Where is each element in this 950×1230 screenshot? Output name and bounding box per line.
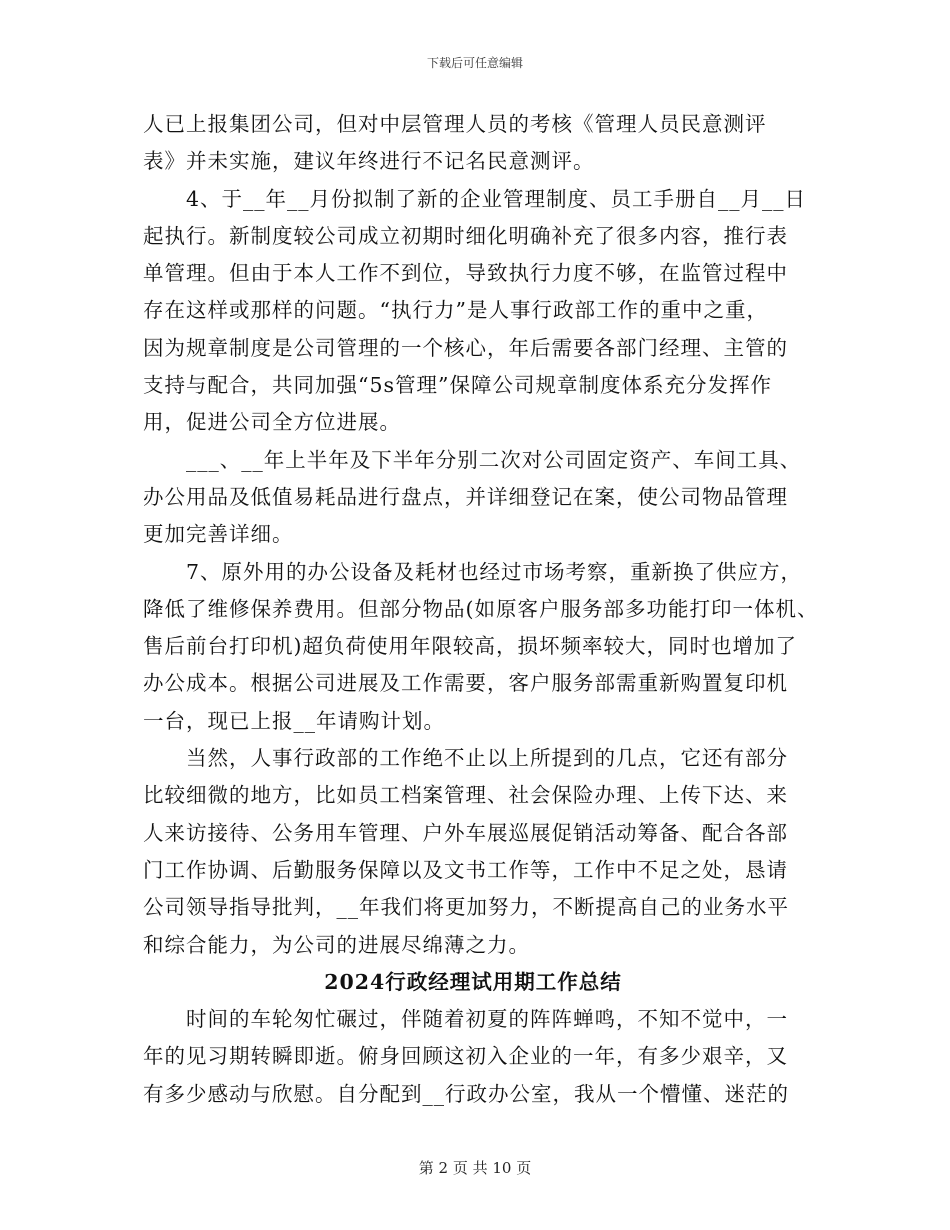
body-line: 降低了维修保养费用。但部分物品(如原客户服务部多功能打印一体机、 xyxy=(143,596,819,621)
body-line: 支持与配合，共同加强“5s管理”保障公司规章制度体系充分发挥作 xyxy=(143,373,773,398)
body-line: 售后前台打印机)超负荷使用年限较高，损坏频率较大，同时也增加了 xyxy=(143,634,797,659)
section-title: 2024行政经理试用期工作总结 xyxy=(324,969,622,994)
body-line: 更加完善详细。 xyxy=(143,522,294,547)
body-line: 一台，现已上报__年请购计划。 xyxy=(143,708,445,733)
body-line: 人来访接待、公务用车管理、户外车展巡展促销活动筹备、配合各部 xyxy=(143,820,788,845)
body-line: 表》并未实施，建议年终进行不记名民意测评。 xyxy=(143,149,595,174)
paragraph-summary-line: 当然，人事行政部的工作绝不止以上所提到的几点，它还有部分 xyxy=(186,746,788,771)
paragraph-item-4-line: 4、于__年__月份拟制了新的企业管理制度、员工手册自__月__日 xyxy=(186,186,807,211)
body-line: 因为规章制度是公司管理的一个核心，年后需要各部门经理、主管的 xyxy=(143,335,788,360)
body-line: 有多少感动与欣慰。自分配到__行政办公室，我从一个懵懂、迷茫的 xyxy=(143,1081,789,1106)
body-line: 和综合能力，为公司的进展尽绵薄之力。 xyxy=(143,932,530,957)
paragraph-item-7-line: 7、原外用的办公设备及耗材也经过市场考察，重新换了供应方， xyxy=(186,559,803,584)
body-line: 公司领导指导批判，__年我们将更加努力，不断提高自己的业务水平 xyxy=(143,895,789,920)
body-line: 用，促进公司全方位进展。 xyxy=(143,410,401,435)
document-body xyxy=(143,106,823,1113)
body-line: 年的见习期转瞬即逝。俯身回顾这初入企业的一年，有多少艰辛，又 xyxy=(143,1044,788,1069)
body-line: 存在这样或那样的问题。“执行力”是人事行政部工作的重中之重， xyxy=(143,298,768,323)
body-line: 比较细微的地方，比如员工档案管理、社会保险办理、上传下达、来 xyxy=(143,783,788,808)
page-header: 下载后可任意编辑 xyxy=(426,56,523,70)
body-line: 门工作协调、后勤服务保障以及文书工作等，工作中不足之处，恳请 xyxy=(143,857,788,882)
body-line: 单管理。但由于本人工作不到位，导致执行力度不够，在监管过程中 xyxy=(143,261,788,286)
page-footer: 第 2 页 共 10 页 xyxy=(418,1159,532,1177)
paragraph-item-6-line: ___、__年上半年及下半年分别二次对公司固定资产、车间工具、 xyxy=(186,447,802,472)
body-line: 起执行。新制度较公司成立初期时细化明确补充了很多内容，推行表 xyxy=(143,223,788,248)
body-line: 办公用品及低值易耗品进行盘点，并详细登记在案，使公司物品管理 xyxy=(143,484,788,509)
paragraph-intro-line: 时间的车轮匆忙碾过，伴随着初夏的阵阵蝉鸣，不知不觉中，一 xyxy=(186,1007,788,1032)
body-line: 办公成本。根据公司进展及工作需要，客户服务部需重新购置复印机 xyxy=(143,671,788,696)
body-line: 人已上报集团公司，但对中层管理人员的考核《管理人员民意测评 xyxy=(143,112,767,136)
